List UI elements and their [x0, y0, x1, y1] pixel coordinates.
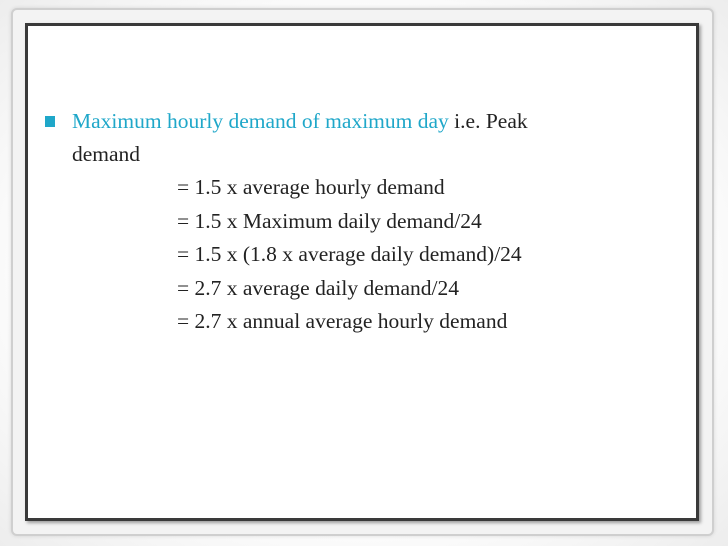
square-bullet-icon: [45, 116, 55, 127]
equation-list: [45, 171, 685, 339]
equation-line: = 1.5 x (1.8 x average daily demand)/24: [177, 242, 522, 266]
equation-line: = 1.5 x Maximum daily demand/24: [177, 208, 482, 233]
bullet-item: [45, 105, 685, 171]
bullet-text-line1: i.e. Peak: [448, 109, 528, 133]
equation-line: = 2.7 x average daily demand/24: [177, 275, 459, 300]
equation-line: = 1.5 x average hourly demand: [177, 175, 445, 199]
equation-line: = 2.7 x annual average hourly demand: [177, 309, 508, 333]
bullet-text-line2: demand: [72, 142, 141, 166]
bullet-highlight-text: Maximum hourly demand of maximum day: [72, 109, 449, 133]
slide-body: [45, 105, 685, 339]
